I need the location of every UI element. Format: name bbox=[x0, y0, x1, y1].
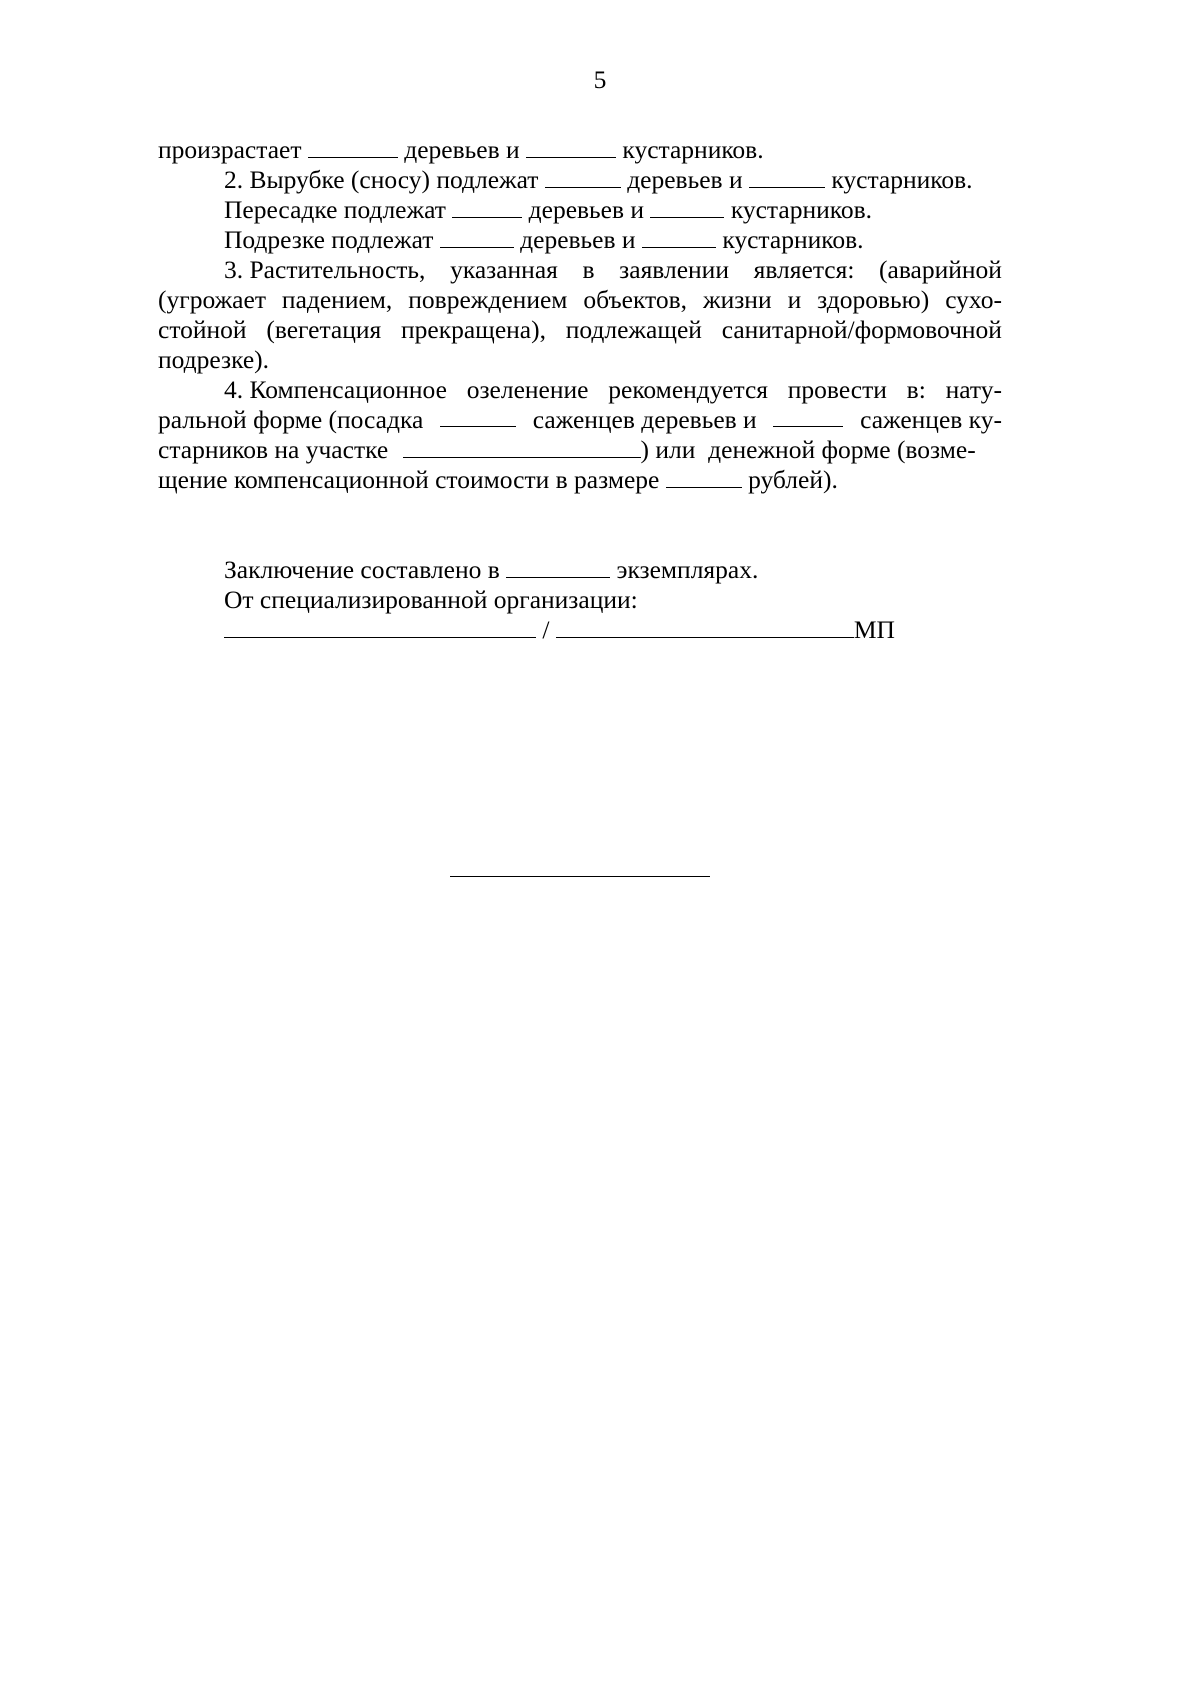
stamp-place-label: МП bbox=[853, 615, 895, 644]
word: стойной bbox=[158, 315, 247, 344]
text-trees: деревьев и bbox=[528, 195, 645, 224]
text-plot: старников на участке bbox=[158, 435, 389, 464]
blank-signature bbox=[224, 615, 536, 638]
word: является: bbox=[753, 255, 855, 284]
word: санитарной/формовочной bbox=[721, 315, 1002, 344]
blank-shrubs-count bbox=[526, 135, 616, 158]
organization-line: От специализированной организации: bbox=[224, 585, 638, 614]
paragraph-2-prune bbox=[224, 224, 864, 256]
blank-copies-count bbox=[506, 555, 610, 578]
word: 3. Растительность, bbox=[224, 255, 426, 284]
text-monetary-form: ) или денежной форме (возме- bbox=[640, 435, 976, 464]
paragraph-3-line-1 bbox=[224, 254, 1002, 286]
blank-felling-shrubs bbox=[749, 165, 825, 188]
signature-separator: / bbox=[542, 615, 550, 644]
blank-trees-count bbox=[308, 135, 398, 158]
word: рекомендуется bbox=[608, 375, 768, 404]
text-trees: деревьев и bbox=[627, 165, 743, 194]
word: подлежащей bbox=[565, 315, 702, 344]
word: повреждением bbox=[408, 285, 568, 314]
end-rule bbox=[450, 876, 710, 877]
word: жизни bbox=[702, 285, 772, 314]
paragraph-1-line bbox=[158, 134, 764, 166]
word: озеленение bbox=[466, 375, 589, 404]
word: (угрожает bbox=[158, 285, 266, 314]
text-shrubs: кустарников. bbox=[831, 165, 973, 194]
word: падением, bbox=[281, 285, 393, 314]
text-prune: Подрезке подлежат bbox=[224, 225, 434, 254]
blank-seedlings-trees bbox=[440, 404, 516, 427]
text-shrubs: кустарников. bbox=[622, 135, 764, 164]
blank-name bbox=[556, 615, 854, 638]
text-transplant: Пересадке подлежат bbox=[224, 195, 446, 224]
paragraph-2-transplant bbox=[224, 194, 872, 226]
word: в: bbox=[906, 375, 926, 404]
word: заявлении bbox=[619, 255, 729, 284]
blank-prune-shrubs bbox=[642, 225, 716, 248]
word: здоровью) bbox=[817, 285, 930, 314]
text-copies: Заключение составлено в bbox=[224, 555, 500, 584]
blank-transplant-trees bbox=[452, 195, 522, 218]
blank-compensation-amount bbox=[666, 465, 742, 488]
word: и bbox=[787, 285, 802, 314]
word: (вегетация bbox=[266, 315, 382, 344]
text-growing: произрастает bbox=[158, 135, 302, 164]
text-trees: деревьев и bbox=[520, 225, 636, 254]
paragraph-3-line-3 bbox=[158, 314, 1002, 346]
paragraph-4-line-3 bbox=[158, 434, 1002, 466]
blank-prune-trees bbox=[440, 225, 514, 248]
blank-transplant-shrubs bbox=[650, 195, 724, 218]
word: провести bbox=[787, 375, 887, 404]
page-number: 5 bbox=[593, 65, 607, 94]
word: 4. Компенсационное bbox=[224, 375, 447, 404]
text-shrubs: кустарников. bbox=[730, 195, 872, 224]
text-felling: 2. Вырубке (сносу) подлежат bbox=[224, 165, 539, 194]
word: нату- bbox=[945, 375, 1002, 404]
blank-plot bbox=[403, 435, 641, 458]
paragraph-4-line-1 bbox=[224, 374, 1002, 406]
text-rubles: рублей). bbox=[748, 465, 838, 494]
paragraph-2-felling bbox=[224, 164, 973, 196]
blank-seedlings-shrubs bbox=[773, 404, 843, 427]
word: указанная bbox=[450, 255, 558, 284]
word: прекращена), bbox=[401, 315, 546, 344]
word: в bbox=[582, 255, 595, 284]
text-natural-form: ральной форме (посадка bbox=[158, 405, 424, 434]
text-shrubs: кустарников. bbox=[722, 225, 864, 254]
text-copies-suffix: экземплярах. bbox=[616, 555, 759, 584]
paragraph-3-line-4: подрезке). bbox=[158, 345, 270, 374]
paragraph-4-line-2 bbox=[158, 404, 1002, 436]
signature-line bbox=[224, 614, 895, 646]
text-seedlings-shrubs: саженцев ку- bbox=[860, 405, 1002, 434]
paragraph-3-line-2 bbox=[158, 284, 1002, 316]
blank-felling-trees bbox=[545, 165, 621, 188]
word: сухо- bbox=[945, 285, 1002, 314]
paragraph-4-line-4 bbox=[158, 464, 838, 496]
copies-line bbox=[224, 554, 758, 586]
text-seedlings-trees: саженцев деревьев и bbox=[532, 405, 757, 434]
word: объектов, bbox=[583, 285, 688, 314]
word: (аварийной bbox=[879, 255, 1002, 284]
text-trees: деревьев и bbox=[404, 135, 520, 164]
text-compensation-cost: щение компенсационной стоимости в размере bbox=[158, 465, 660, 494]
